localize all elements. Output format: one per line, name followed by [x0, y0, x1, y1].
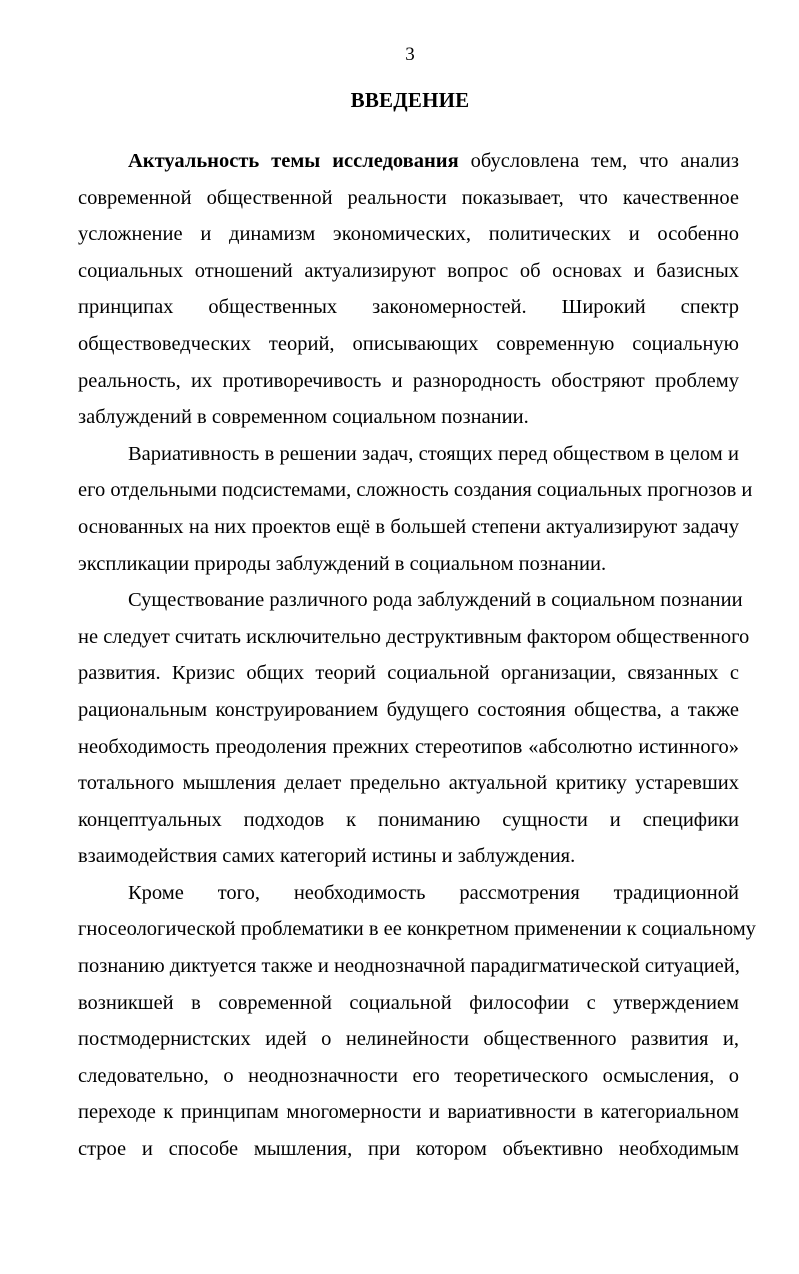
- paragraph-misconceptions: [78, 582, 750, 875]
- text-line: его отдельными подсистемами, сложность создания социальных прогнозов и: [78, 479, 753, 502]
- text-line: социальных отношений актуализируют вопрос об основах и базисных: [78, 259, 739, 282]
- text-line: заблуждений в современном социальном познании.: [78, 406, 529, 429]
- section-heading: ВВЕДЕНИЕ: [350, 88, 470, 112]
- text-line: строе и способе мышления, при котором объективно необходимым: [78, 1138, 739, 1161]
- text-line: Существование различного рода заблуждений в социальном познании: [128, 589, 743, 612]
- text-line: принципах общественных закономерностей. Широкий спектр: [78, 296, 739, 319]
- text-line: тотального мышления делает предельно актуальной критику устаревших: [78, 772, 739, 795]
- text-line: обществоведческих теорий, описывающих современную социальную: [78, 332, 739, 355]
- text-line: Кроме того, необходимость рассмотрения традиционной: [128, 881, 739, 904]
- text-line: взаимодействия самих категорий истины и заблуждения.: [78, 845, 576, 868]
- paragraph-paradigm: [78, 875, 756, 1168]
- text-line: реальность, их противоречивость и разнородность обостряют проблему: [78, 369, 739, 392]
- text-line: усложнение и динамизм экономических, политических и особенно: [78, 223, 739, 246]
- text-line: необходимость преодоления прежних стереотипов «абсолютно истинного»: [78, 735, 739, 758]
- text-line: основанных на них проектов ещё в большей степени актуализируют задачу: [78, 515, 739, 538]
- text-line: концептуальных подходов к пониманию сущности и специфики: [78, 808, 739, 831]
- text-line: Вариативность в решении задач, стоящих перед обществом в целом и: [128, 442, 739, 465]
- text-line: Актуальность темы исследования обусловлена тем, что анализ: [128, 150, 740, 172]
- text-line: экспликации природы заблуждений в социальном познании.: [78, 552, 607, 575]
- page-number: 3: [405, 44, 415, 65]
- text-line: гносеологической проблематики в ее конкретном применении к социальному: [78, 918, 756, 941]
- text-line: современной общественной реальности показывает, что качественное: [78, 186, 739, 209]
- text-line: возникшей в современной социальной философии с утверждением: [78, 991, 739, 1014]
- text-line: развития. Кризис общих теорий социальной организации, связанных с: [78, 662, 739, 685]
- text-line: переходе к принципам многомерности и вариативности в категориальном: [78, 1101, 739, 1124]
- text-line: следовательно, о неоднозначности его теоретического осмысления, о: [78, 1064, 739, 1087]
- bold-lead: Актуальность темы исследования: [128, 150, 459, 172]
- text-line: рациональным конструированием будущего состояния общества, а также: [78, 698, 739, 721]
- paragraph-variability: [78, 436, 753, 582]
- text-line: познанию диктуется также и неоднозначной парадигматической ситуацией,: [78, 955, 740, 978]
- body-text: [78, 143, 756, 1168]
- text-line: не следует считать исключительно деструктивным фактором общественного: [78, 625, 750, 648]
- paragraph-relevance: [78, 143, 739, 436]
- text-line: постмодернистских идей о нелинейности общественного развития и,: [78, 1028, 739, 1051]
